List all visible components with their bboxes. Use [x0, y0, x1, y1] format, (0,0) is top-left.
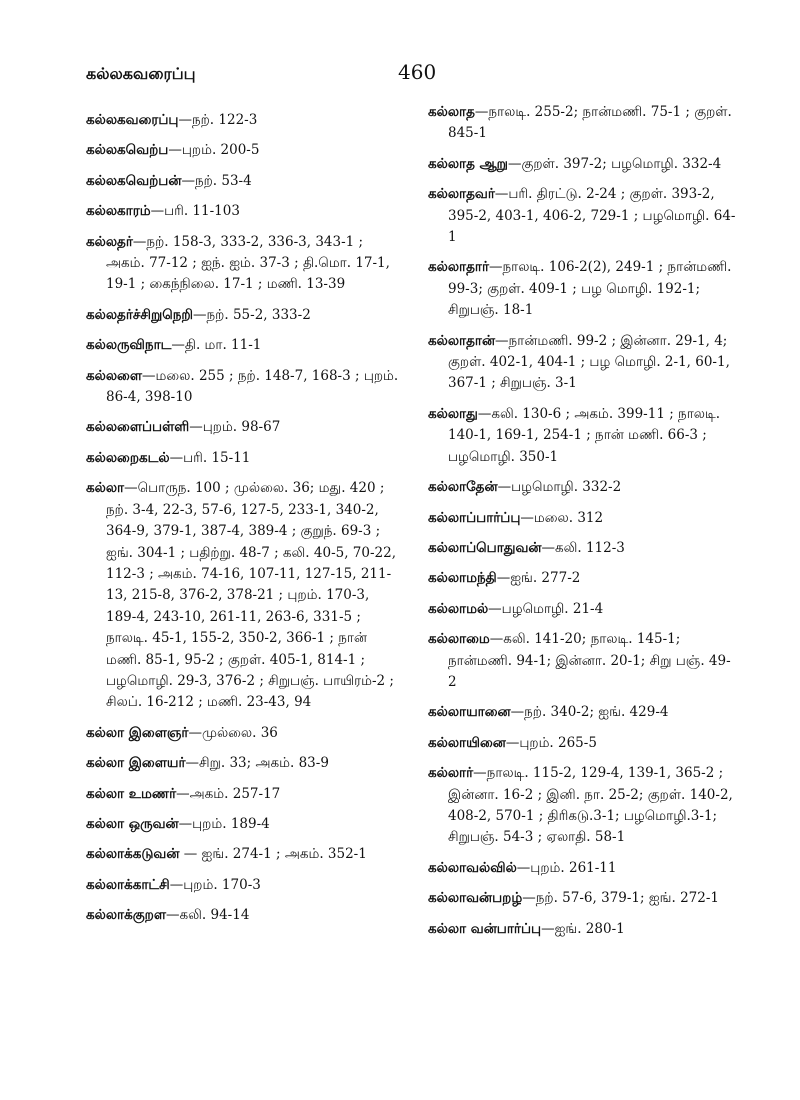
entry-references: நற். 340-2; ஐங். 429-4	[524, 704, 669, 721]
index-entry	[86, 875, 402, 896]
entry-references: மலை. 255 ; நற். 148-7, 168-3 ; புறம். 86-4, 398-10	[106, 367, 399, 406]
index-entry	[428, 763, 738, 849]
index-entry	[428, 404, 738, 468]
entry-dash: —	[185, 755, 200, 772]
entry-dash: —	[150, 203, 165, 220]
entry-headword: கல்லாதான்	[428, 332, 496, 349]
entry-headword: கல்லாத	[428, 104, 475, 120]
entry-references: புறம். 200-5	[181, 142, 260, 159]
index-entry	[428, 888, 738, 909]
right-column	[428, 102, 738, 949]
entry-references: புறம். 261-11	[530, 859, 617, 876]
entry-headword: கல்லாக்காட்சி	[86, 876, 170, 893]
entry-dash: —	[178, 815, 193, 832]
entry-references: நாலடி. 115-2, 129-4, 139-1, 365-2 ; இன்னா. 16-2 ; இனி. நா. 25-2; குறள். 140-2, 408-2, 570-1 ; திரிகடு.3-1; பழமொழி.3-1; சிறுபஞ். 54-3 ; ஏலாதி. 58-1	[448, 765, 733, 846]
entry-references: ஐங். 274-1 ; அகம். 352-1	[201, 846, 367, 863]
index-entry	[86, 814, 402, 835]
entry-headword: கல்லா ஒருவன்	[86, 815, 179, 832]
page-number: 460	[398, 60, 437, 84]
entry-references: தி. மா. 11-1	[184, 337, 262, 354]
entry-headword: கல்லா இளைஞர்	[86, 724, 189, 741]
entry-dash: —	[193, 306, 207, 323]
index-entry	[86, 335, 402, 356]
entry-headword: கல்லா இளையர்	[86, 755, 186, 772]
entry-references: கலி. 130-6 ; அகம். 399-11 ; நாலடி. 140-1, 169-1, 254-1 ; நான் மணி. 66-3 ; பழமொழி. 350-1	[448, 405, 721, 465]
entry-dash: —	[142, 367, 156, 384]
entry-references: நாலடி. 255-2; நான்மணி. 75-1 ; குறள். 845-1	[448, 104, 732, 142]
entry-references: புறம். 265-5	[519, 734, 597, 751]
entry-dash: —	[124, 480, 138, 497]
entry-headword: கல்லாமல்	[428, 600, 489, 617]
entry-references: நற். 122-3	[191, 112, 258, 128]
entry-headword: கல்லளைப்பள்ளி	[86, 419, 190, 436]
entry-dash: —	[489, 631, 504, 648]
entry-dash: —	[166, 907, 180, 924]
index-entry	[86, 417, 402, 438]
entry-headword: கல்லதர்	[86, 233, 133, 250]
entry-headword: கல்லாக்கடுவன்	[86, 846, 180, 863]
entry-dash: —	[178, 112, 192, 128]
entry-dash: —	[189, 419, 203, 436]
entry-references: பரி. 11-103	[164, 203, 240, 220]
entry-references: நான்மணி. 99-2 ; இன்னா. 29-1, 4; குறள். 402-1, 404-1 ; பழ மொழி. 2-1, 60-1, 367-1 ; சிறுபஞ். 3-1	[448, 332, 730, 392]
entry-headword: கல்லாதேன்	[428, 479, 498, 496]
entry-dash: —	[169, 876, 184, 893]
entry-dash: —	[488, 600, 502, 617]
entry-dash: —	[168, 142, 182, 159]
entry-headword: கல்லகவெற்ப	[86, 142, 169, 159]
entry-dash: —	[181, 172, 195, 189]
entry-references: முல்லை. 36	[201, 724, 278, 741]
index-entry	[428, 508, 738, 529]
index-entry	[86, 844, 402, 865]
index-entry	[86, 784, 402, 805]
entry-references: புறம். 98-67	[202, 419, 281, 436]
entry-dash: —	[520, 509, 534, 526]
entry-dash: —	[497, 479, 512, 496]
entry-headword: கல்லாவன்பறழ்	[428, 890, 523, 907]
entry-references: பரி. திரட்டு. 2-24 ; குறள். 393-2, 395-2, 403-1, 406-2, 729-1 ; பழமொழி. 64-1	[448, 186, 736, 246]
entry-headword: கல்லாப்பொதுவன்	[428, 539, 542, 556]
index-entry	[428, 102, 738, 145]
entry-dash: —	[188, 724, 202, 741]
entry-references: பொருந. 100 ; முல்லை. 36; மது. 420 ; நற். 3-4, 22-3, 57-6, 127-5, 233-1, 340-2, 364-9, 379-1, 387-4, 389-4 ; குறுந். 69-3 ; ஐங். 304-1 ; பதிற்று. 48-7 ; கலி. 40-5, 70-22, 112-3 ; அகம். 74-16, 107-11, 127-15, 211-13, 215-8, 376-2, 378-21 ; புறம். 170-3, 189-4, 243-10, 261-11, 263-6, 331-5 ; நாலடி. 45-1, 155-2, 350-2, 366-1 ; நான் மணி. 85-1, 95-2 ; குறள். 405-1, 814-1 ; பழமொழி. 29-3, 376-2 ; சிறுபஞ். பாயிரம்-2 ; சிலப். 16-212 ; மணி. 23-43, 94	[106, 480, 397, 711]
entry-headword: கல்லாத ஆறு	[428, 155, 508, 172]
entry-dash: —	[505, 734, 520, 751]
entry-headword: கல்லளை	[86, 367, 143, 384]
index-entry	[86, 171, 402, 192]
entry-references: ஐங். 277-2	[510, 570, 581, 587]
entry-references: சிறு. 33; அகம். 83-9	[199, 755, 329, 772]
index-entry	[428, 184, 738, 248]
entry-dash: —	[132, 233, 147, 250]
entry-references: ஐங். 280-1	[554, 920, 625, 937]
entry-headword: கல்லாயானை	[428, 704, 511, 721]
index-entry	[86, 448, 402, 469]
entry-headword: கல்லறைகடல்	[86, 449, 170, 466]
entry-references: கலி. 112-3	[554, 539, 625, 556]
entry-references: கலி. 141-20; நாலடி. 145-1; நான்மணி. 94-1; இன்னா. 20-1; சிறு பஞ். 49-2	[448, 631, 731, 690]
entry-headword: கல்லாயினை	[428, 734, 506, 751]
index-entry	[428, 154, 738, 175]
entry-references: நற். 55-2, 333-2	[206, 306, 311, 323]
index-entry	[428, 702, 738, 723]
entry-dash: —	[477, 405, 492, 422]
entry-dash: —	[516, 859, 531, 876]
entry-headword: கல்லா வன்பார்ப்பு	[428, 920, 542, 937]
entry-dash: —	[522, 890, 536, 907]
entry-dash: —	[474, 104, 489, 120]
index-entry	[428, 568, 738, 589]
index-entry	[428, 858, 738, 879]
index-entry	[428, 331, 738, 395]
entry-headword: கல்லாக்குறள	[86, 907, 167, 924]
entry-headword: கல்லா	[86, 480, 125, 497]
index-entry	[428, 257, 738, 321]
entry-dash: —	[489, 259, 503, 276]
entry-headword: கல்லகவரைப்பு	[86, 112, 179, 128]
entry-references: நற். 57-6, 379-1; ஐங். 272-1	[535, 890, 719, 907]
index-entry	[86, 305, 402, 326]
index-entry	[428, 919, 738, 940]
entry-headword: கல்லாவல்வில்	[428, 859, 517, 876]
index-entry	[428, 629, 738, 693]
entry-dash: —	[494, 186, 509, 203]
entry-dash: —	[507, 155, 522, 172]
entry-references: அகம். 257-17	[189, 785, 281, 802]
index-entry	[86, 110, 402, 131]
entry-dash: —	[179, 846, 202, 863]
entry-references: பரி. 15-11	[183, 449, 251, 466]
entry-references: பழமொழி. 332-2	[511, 479, 622, 496]
entry-references: கலி. 94-14	[179, 907, 250, 924]
entry-headword: கல்லாதார்	[428, 259, 490, 276]
entry-dash: —	[169, 449, 184, 466]
index-entry	[86, 366, 402, 409]
index-entry	[428, 599, 738, 620]
index-entry	[86, 232, 402, 296]
entry-references: நாலடி. 106-2(2), 249-1 ; நான்மணி. 99-3; குறள். 409-1 ; பழ மொழி. 192-1; சிறுபஞ். 18-1	[448, 259, 732, 319]
entry-headword: கல்லருவிநாட	[86, 337, 172, 354]
index-entry	[86, 140, 402, 161]
entry-dash: —	[541, 539, 555, 556]
entry-headword: கல்லா உமணர்	[86, 785, 177, 802]
entry-dash: —	[473, 765, 487, 782]
index-entry	[428, 538, 738, 559]
entry-dash: —	[495, 332, 509, 349]
left-column	[86, 110, 402, 936]
entry-references: மலை. 312	[533, 509, 604, 526]
entry-dash: —	[176, 785, 190, 802]
entry-headword: கல்லாதவர்	[428, 186, 495, 203]
entry-references: புறம். 170-3	[183, 876, 261, 893]
index-entry	[86, 201, 402, 222]
entry-headword: கல்லாமை	[428, 631, 490, 648]
entry-headword: கல்லார்	[428, 765, 474, 782]
entry-references: நற். 158-3, 333-2, 336-3, 343-1 ; அகம். 77-12 ; ஐந். ஐம். 37-3 ; தி.மொ. 17-1, 19-1 ; கைந்நிலை. 17-1 ; மணி. 13-39	[106, 233, 390, 293]
entry-references: நற். 53-4	[194, 172, 252, 189]
entry-dash: —	[541, 920, 555, 937]
entry-headword: கல்லதர்ச்சிறுநெறி	[86, 306, 194, 323]
running-header: கல்லகவரைப்பு	[86, 64, 196, 83]
entry-dash: —	[496, 570, 511, 587]
index-entry	[428, 477, 738, 498]
entry-headword: கல்லகாரம்	[86, 203, 151, 220]
entry-dash: —	[510, 704, 525, 721]
entry-references: குறள். 397-2; பழமொழி. 332-4	[521, 155, 722, 172]
entry-dash: —	[171, 337, 185, 354]
index-entry	[86, 478, 402, 713]
entry-headword: கல்லாப்பார்ப்பு	[428, 509, 521, 526]
index-entry	[86, 905, 402, 926]
entry-headword: கல்லாமந்தி	[428, 570, 497, 587]
index-entry	[428, 733, 738, 754]
entry-headword: கல்லகவெற்பன்	[86, 172, 182, 189]
entry-references: புறம். 189-4	[192, 815, 270, 832]
entry-references: பழமொழி. 21-4	[501, 600, 604, 617]
index-entry	[86, 753, 402, 774]
entry-headword: கல்லாது	[428, 405, 478, 422]
index-entry	[86, 723, 402, 744]
